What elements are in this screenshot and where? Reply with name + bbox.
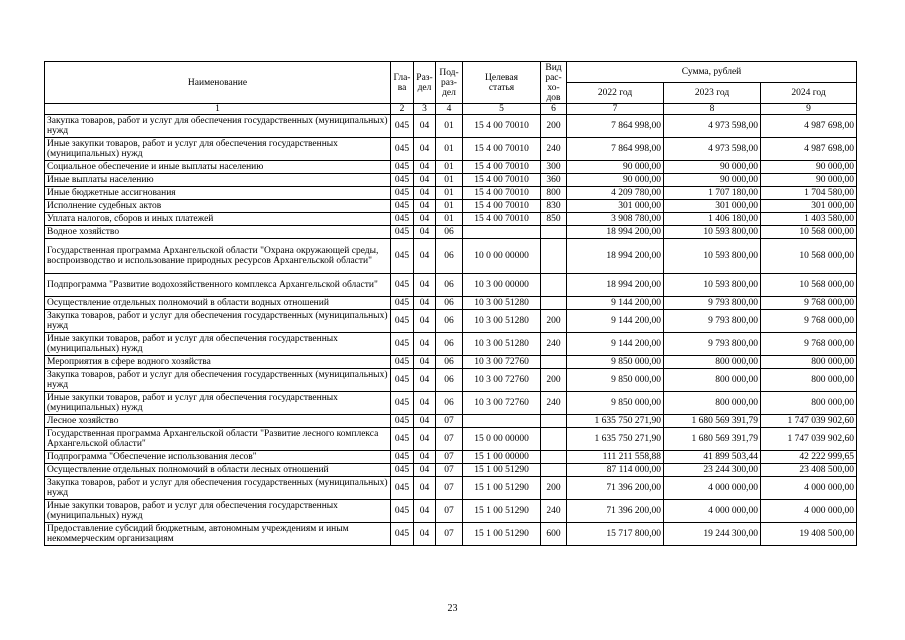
header-razdel: Раз- дел: [414, 62, 436, 104]
column-number: 5: [463, 104, 541, 115]
row-razdel: 04: [414, 392, 436, 415]
row-razdel: 04: [414, 274, 436, 297]
row-target: 15 4 00 70010: [463, 138, 541, 161]
header-podrazdel: Под- раз- дел: [436, 62, 463, 104]
row-target: 10 3 00 51280: [463, 310, 541, 333]
table-row: [45, 297, 857, 310]
row-sum-2023: 4 000 000,00: [664, 477, 761, 500]
budget-table: [44, 61, 857, 546]
row-target: 15 4 00 70010: [463, 187, 541, 200]
row-target: 15 4 00 70010: [463, 213, 541, 226]
row-sum-2023: 10 593 800,00: [664, 226, 761, 239]
row-name: Подпрограмма "Обеспечение использования лесов": [45, 451, 391, 464]
row-sum-2024: 10 568 000,00: [761, 239, 857, 274]
row-glava: 045: [391, 161, 414, 174]
row-target: 15 1 00 51290: [463, 523, 541, 546]
row-sum-2022: 18 994 200,00: [567, 239, 664, 274]
row-razdel: 04: [414, 428, 436, 451]
row-target: 15 4 00 70010: [463, 115, 541, 138]
row-target: 15 4 00 70010: [463, 200, 541, 213]
row-sum-2023: 4 973 598,00: [664, 115, 761, 138]
column-number: 1: [45, 104, 391, 115]
table-row: [45, 477, 857, 500]
row-sum-2023: 4 973 598,00: [664, 138, 761, 161]
row-sum-2024: 4 987 698,00: [761, 138, 857, 161]
column-number: 6: [541, 104, 567, 115]
row-razdel: 04: [414, 464, 436, 477]
row-sum-2022: 1 635 750 271,90: [567, 428, 664, 451]
row-podrazdel: 06: [436, 274, 463, 297]
row-sum-2023: 90 000,00: [664, 161, 761, 174]
row-vid: 200: [541, 115, 567, 138]
column-number: 9: [761, 104, 857, 115]
row-sum-2022: 3 908 780,00: [567, 213, 664, 226]
header-year-2024: 2024 год: [761, 83, 857, 104]
row-name: Уплата налогов, сборов и иных платежей: [45, 213, 391, 226]
table-header: [45, 62, 857, 115]
row-sum-2022: 9 144 200,00: [567, 333, 664, 356]
table-body: [45, 115, 857, 546]
table-row: [45, 174, 857, 187]
row-sum-2022: 18 994 200,00: [567, 226, 664, 239]
row-sum-2024: 23 408 500,00: [761, 464, 857, 477]
row-sum-2023: 9 793 800,00: [664, 333, 761, 356]
row-razdel: 04: [414, 138, 436, 161]
row-glava: 045: [391, 415, 414, 428]
column-number: 4: [436, 104, 463, 115]
row-sum-2022: 71 396 200,00: [567, 477, 664, 500]
row-sum-2024: 1 403 580,00: [761, 213, 857, 226]
table-row: [45, 392, 857, 415]
row-target: 15 1 00 51290: [463, 500, 541, 523]
row-sum-2023: 9 793 800,00: [664, 310, 761, 333]
row-sum-2023: 800 000,00: [664, 356, 761, 369]
row-razdel: 04: [414, 477, 436, 500]
row-sum-2023: 1 406 180,00: [664, 213, 761, 226]
row-vid: [541, 226, 567, 239]
row-vid: [541, 464, 567, 477]
row-target: 15 4 00 70010: [463, 161, 541, 174]
header-glava: Гла- ва: [391, 62, 414, 104]
row-sum-2022: 9 850 000,00: [567, 392, 664, 415]
row-sum-2022: 301 000,00: [567, 200, 664, 213]
row-target: 10 3 00 51280: [463, 297, 541, 310]
row-target: 10 3 00 72760: [463, 356, 541, 369]
header-year-2023: 2023 год: [664, 83, 761, 104]
row-podrazdel: 06: [436, 392, 463, 415]
row-sum-2024: 4 000 000,00: [761, 500, 857, 523]
row-target: 15 1 00 00000: [463, 451, 541, 464]
row-name: Государственная программа Архангельской области "Развитие лесного комплекса Архангельской области": [45, 428, 391, 451]
row-vid: [541, 274, 567, 297]
row-glava: 045: [391, 500, 414, 523]
row-sum-2024: 1 704 580,00: [761, 187, 857, 200]
row-glava: 045: [391, 451, 414, 464]
row-glava: 045: [391, 392, 414, 415]
row-glava: 045: [391, 115, 414, 138]
row-podrazdel: 01: [436, 200, 463, 213]
row-vid: 600: [541, 523, 567, 546]
row-sum-2022: 9 144 200,00: [567, 297, 664, 310]
row-sum-2024: 42 222 999,65: [761, 451, 857, 464]
row-name: Иные закупки товаров, работ и услуг для обеспечения государственных (муниципальных) нужд: [45, 333, 391, 356]
table-row: [45, 161, 857, 174]
row-glava: 045: [391, 239, 414, 274]
row-sum-2023: 9 793 800,00: [664, 297, 761, 310]
row-podrazdel: 01: [436, 138, 463, 161]
row-glava: 045: [391, 477, 414, 500]
row-vid: 830: [541, 200, 567, 213]
row-name: Социальное обеспечение и иные выплаты населению: [45, 161, 391, 174]
row-razdel: 04: [414, 174, 436, 187]
row-podrazdel: 06: [436, 369, 463, 392]
row-name: Водное хозяйство: [45, 226, 391, 239]
row-glava: 045: [391, 356, 414, 369]
row-name: Лесное хозяйство: [45, 415, 391, 428]
table-row: [45, 187, 857, 200]
row-glava: 045: [391, 523, 414, 546]
row-razdel: 04: [414, 161, 436, 174]
row-sum-2024: 90 000,00: [761, 161, 857, 174]
row-sum-2024: 9 768 000,00: [761, 310, 857, 333]
row-vid: 200: [541, 310, 567, 333]
row-name: Иные бюджетные ассигнования: [45, 187, 391, 200]
row-sum-2023: 10 593 800,00: [664, 239, 761, 274]
row-sum-2024: 9 768 000,00: [761, 297, 857, 310]
row-podrazdel: 06: [436, 297, 463, 310]
row-glava: 045: [391, 464, 414, 477]
row-glava: 045: [391, 138, 414, 161]
row-sum-2024: 800 000,00: [761, 369, 857, 392]
header-target: Целевая статья: [463, 62, 541, 104]
row-name: Подпрограмма "Развитие водохозяйственного комплекса Архангельской области": [45, 274, 391, 297]
row-glava: 045: [391, 174, 414, 187]
row-sum-2022: 111 211 558,88: [567, 451, 664, 464]
row-podrazdel: 06: [436, 310, 463, 333]
row-sum-2024: 90 000,00: [761, 174, 857, 187]
row-sum-2022: 7 864 998,00: [567, 138, 664, 161]
row-glava: 045: [391, 226, 414, 239]
row-razdel: 04: [414, 415, 436, 428]
row-sum-2024: 1 747 039 902,60: [761, 428, 857, 451]
row-sum-2024: 9 768 000,00: [761, 333, 857, 356]
column-number: 2: [391, 104, 414, 115]
row-podrazdel: 07: [436, 464, 463, 477]
row-razdel: 04: [414, 226, 436, 239]
row-glava: 045: [391, 213, 414, 226]
table-row: [45, 274, 857, 297]
table-row: [45, 239, 857, 274]
row-glava: 045: [391, 428, 414, 451]
row-sum-2022: 90 000,00: [567, 161, 664, 174]
row-podrazdel: 06: [436, 226, 463, 239]
row-sum-2023: 800 000,00: [664, 392, 761, 415]
row-razdel: 04: [414, 356, 436, 369]
row-sum-2024: 10 568 000,00: [761, 274, 857, 297]
row-vid: 240: [541, 500, 567, 523]
row-podrazdel: 01: [436, 187, 463, 200]
row-vid: [541, 356, 567, 369]
row-razdel: 04: [414, 200, 436, 213]
row-vid: 240: [541, 333, 567, 356]
row-razdel: 04: [414, 523, 436, 546]
row-target: 10 3 00 51280: [463, 333, 541, 356]
row-vid: [541, 451, 567, 464]
row-podrazdel: 07: [436, 500, 463, 523]
column-number: 3: [414, 104, 436, 115]
row-name: Закупка товаров, работ и услуг для обеспечения государственных (муниципальных) нужд: [45, 477, 391, 500]
table-row: [45, 464, 857, 477]
row-sum-2023: 90 000,00: [664, 174, 761, 187]
row-sum-2022: 87 114 000,00: [567, 464, 664, 477]
row-razdel: 04: [414, 369, 436, 392]
row-podrazdel: 06: [436, 356, 463, 369]
row-name: Предоставление субсидий бюджетным, автономным учреждениям и иным некоммерческим организациям: [45, 523, 391, 546]
table-row: [45, 333, 857, 356]
table-row: [45, 138, 857, 161]
row-name: Осуществление отдельных полномочий в области лесных отношений: [45, 464, 391, 477]
row-podrazdel: 01: [436, 174, 463, 187]
row-sum-2022: 1 635 750 271,90: [567, 415, 664, 428]
table-row: [45, 500, 857, 523]
row-sum-2024: 10 568 000,00: [761, 226, 857, 239]
row-sum-2024: 800 000,00: [761, 392, 857, 415]
row-vid: 360: [541, 174, 567, 187]
row-sum-2024: 4 987 698,00: [761, 115, 857, 138]
row-sum-2022: 90 000,00: [567, 174, 664, 187]
row-sum-2023: 10 593 800,00: [664, 274, 761, 297]
row-vid: 300: [541, 161, 567, 174]
row-target: 15 1 00 51290: [463, 477, 541, 500]
row-vid: 850: [541, 213, 567, 226]
table-row: [45, 200, 857, 213]
row-razdel: 04: [414, 297, 436, 310]
row-podrazdel: 07: [436, 523, 463, 546]
row-sum-2023: 23 244 300,00: [664, 464, 761, 477]
row-name: Иные закупки товаров, работ и услуг для обеспечения государственных (муниципальных) нужд: [45, 138, 391, 161]
table-row: [45, 310, 857, 333]
row-vid: [541, 428, 567, 451]
page-number: 23: [447, 603, 458, 614]
row-vid: 240: [541, 392, 567, 415]
row-sum-2022: 7 864 998,00: [567, 115, 664, 138]
row-vid: [541, 297, 567, 310]
table-row: [45, 226, 857, 239]
row-sum-2024: 800 000,00: [761, 356, 857, 369]
row-sum-2023: 41 899 503,44: [664, 451, 761, 464]
table-row: [45, 213, 857, 226]
row-name: Закупка товаров, работ и услуг для обеспечения государственных (муниципальных) нужд: [45, 310, 391, 333]
row-sum-2022: 9 850 000,00: [567, 369, 664, 392]
row-razdel: 04: [414, 239, 436, 274]
row-glava: 045: [391, 297, 414, 310]
row-sum-2024: 19 408 500,00: [761, 523, 857, 546]
row-podrazdel: 07: [436, 428, 463, 451]
row-sum-2022: 71 396 200,00: [567, 500, 664, 523]
row-vid: [541, 239, 567, 274]
table-row: [45, 356, 857, 369]
row-vid: [541, 415, 567, 428]
row-sum-2023: 4 000 000,00: [664, 500, 761, 523]
table-row: [45, 428, 857, 451]
row-sum-2023: 800 000,00: [664, 369, 761, 392]
row-target: 10 3 00 72760: [463, 369, 541, 392]
row-name: Иные закупки товаров, работ и услуг для обеспечения государственных (муниципальных) нужд: [45, 500, 391, 523]
row-sum-2023: 1 680 569 391,79: [664, 415, 761, 428]
table-row: [45, 523, 857, 546]
row-target: 15 4 00 70010: [463, 174, 541, 187]
row-podrazdel: 06: [436, 333, 463, 356]
table-row: [45, 451, 857, 464]
row-name: Государственная программа Архангельской области "Охрана окружающей среды, воспроизводство и использование природных ресурсов Архангельской области": [45, 239, 391, 274]
row-podrazdel: 01: [436, 213, 463, 226]
row-sum-2023: 301 000,00: [664, 200, 761, 213]
row-target: 15 0 00 00000: [463, 428, 541, 451]
row-sum-2023: 19 244 300,00: [664, 523, 761, 546]
row-podrazdel: 07: [436, 415, 463, 428]
row-name: Иные закупки товаров, работ и услуг для обеспечения государственных (муниципальных) нужд: [45, 392, 391, 415]
row-podrazdel: 07: [436, 451, 463, 464]
row-glava: 045: [391, 187, 414, 200]
column-number: 8: [664, 104, 761, 115]
row-podrazdel: 06: [436, 239, 463, 274]
row-glava: 045: [391, 369, 414, 392]
header-name: Наименование: [45, 62, 391, 104]
row-sum-2022: 9 144 200,00: [567, 310, 664, 333]
row-razdel: 04: [414, 333, 436, 356]
table-row: [45, 115, 857, 138]
row-vid: 200: [541, 369, 567, 392]
row-vid: 200: [541, 477, 567, 500]
row-razdel: 04: [414, 115, 436, 138]
table-row: [45, 415, 857, 428]
row-podrazdel: 01: [436, 161, 463, 174]
row-glava: 045: [391, 200, 414, 213]
row-vid: 800: [541, 187, 567, 200]
row-razdel: 04: [414, 213, 436, 226]
header-vid: Вид рас- хо- дов: [541, 62, 567, 104]
row-sum-2022: 9 850 000,00: [567, 356, 664, 369]
row-target: 10 3 00 72760: [463, 392, 541, 415]
column-numbers-row: [45, 104, 857, 115]
row-target: 15 1 00 51290: [463, 464, 541, 477]
row-sum-2024: 1 747 039 902,60: [761, 415, 857, 428]
row-name: Закупка товаров, работ и услуг для обеспечения государственных (муниципальных) нужд: [45, 115, 391, 138]
row-target: 10 0 00 00000: [463, 239, 541, 274]
row-podrazdel: 01: [436, 115, 463, 138]
row-target: [463, 226, 541, 239]
row-sum-2023: 1 707 180,00: [664, 187, 761, 200]
row-glava: 045: [391, 310, 414, 333]
row-sum-2022: 18 994 200,00: [567, 274, 664, 297]
row-vid: 240: [541, 138, 567, 161]
row-name: Иные выплаты населению: [45, 174, 391, 187]
row-name: Осуществление отдельных полномочий в области водных отношений: [45, 297, 391, 310]
row-sum-2023: 1 680 569 391,79: [664, 428, 761, 451]
row-razdel: 04: [414, 310, 436, 333]
table-row: [45, 369, 857, 392]
row-sum-2022: 15 717 800,00: [567, 523, 664, 546]
row-target: [463, 415, 541, 428]
row-sum-2024: 301 000,00: [761, 200, 857, 213]
row-podrazdel: 07: [436, 477, 463, 500]
row-razdel: 04: [414, 187, 436, 200]
header-year-2022: 2022 год: [567, 83, 664, 104]
row-name: Закупка товаров, работ и услуг для обеспечения государственных (муниципальных) нужд: [45, 369, 391, 392]
row-target: 10 3 00 00000: [463, 274, 541, 297]
row-razdel: 04: [414, 451, 436, 464]
row-razdel: 04: [414, 500, 436, 523]
row-name: Мероприятия в сфере водного хозяйства: [45, 356, 391, 369]
row-glava: 045: [391, 333, 414, 356]
row-glava: 045: [391, 274, 414, 297]
row-sum-2022: 4 209 780,00: [567, 187, 664, 200]
row-name: Исполнение судебных актов: [45, 200, 391, 213]
header-sum: Сумма, рублей: [567, 62, 857, 83]
column-number: 7: [567, 104, 664, 115]
row-sum-2024: 4 000 000,00: [761, 477, 857, 500]
